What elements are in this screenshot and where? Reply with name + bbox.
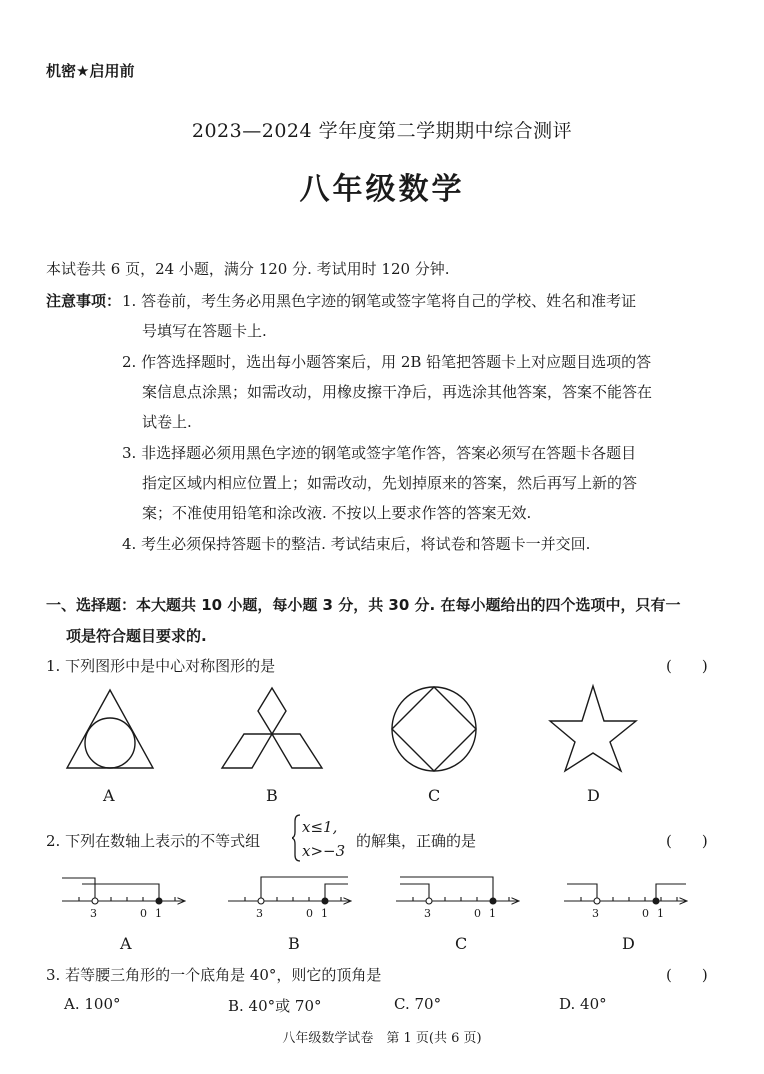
q2-d-tick-1: 1 xyxy=(657,907,664,920)
q2-b-tick-1: 1 xyxy=(321,907,328,920)
q1-figure-d xyxy=(550,686,636,771)
exam-title: 2023—2024 学年度第二学期期中综合测评 xyxy=(191,120,573,142)
section1-heading-cont: 项是符合题目要求的. xyxy=(66,627,207,645)
q2-b-tick-0: 0 xyxy=(306,907,313,920)
note-line-1: 1. 答卷前，考生务必用黑色字迹的钢笔或签字笔将自己的学校、姓名和准考证 xyxy=(122,292,637,310)
note-line-7: 指定区域内相应位置上；如需改动，先划掉原来的答案，然后再写上新的答 xyxy=(142,474,638,492)
page-footer: 八年级数学试卷 第 1 页(共 6 页) xyxy=(282,1031,482,1046)
note-line-5: 试卷上. xyxy=(142,413,192,431)
q2-c-tick-0: 0 xyxy=(474,907,481,920)
q1-option-d-label: D xyxy=(587,786,600,805)
q2-d-tick-3: 3 xyxy=(592,907,599,920)
q2-option-d-line xyxy=(564,884,687,904)
q1-option-c-label: C xyxy=(428,786,441,805)
q3-answer-bracket: ( ) xyxy=(666,966,708,984)
q1-option-a-label: A xyxy=(103,786,115,805)
note-line-8: 案；不准使用铅笔和涂改液. 不按以上要求作答的答案无效. xyxy=(142,504,532,522)
q2-b-tick-3: 3 xyxy=(256,907,263,920)
note-line-6: 3. 非选择题必须用黑色字迹的钢笔或签字笔作答，答案必须写在答题卡各题目 xyxy=(122,444,637,462)
q1-answer-bracket: ( ) xyxy=(666,657,708,675)
q2-option-c-line xyxy=(396,877,519,904)
confidential-label: 机密★启用前 xyxy=(46,62,135,80)
notes-label: 注意事项： xyxy=(46,292,122,310)
section1-heading: 一、选择题：本大题共 10 小题，每小题 3 分，共 30 分. 在每小题给出的四个选项中，只有一 xyxy=(46,596,681,614)
note-line-3: 2. 作答选择题时，选出每小题答案后，用 2B 铅笔把答题卡上对应题目选项的答 xyxy=(122,353,652,371)
q1-figure-c xyxy=(392,687,476,771)
q1-figure-b xyxy=(222,688,322,768)
q2-stem-after: 的解集，正确的是 xyxy=(356,832,477,850)
q2-a-tick-1: 1 xyxy=(155,907,162,920)
q2-inequality-system xyxy=(292,812,360,864)
q2-stem-before: 2. 下列在数轴上表示的不等式组 xyxy=(46,832,261,850)
left-brace xyxy=(292,815,300,861)
q1-stem: 1. 下列图形中是中心对称图形的是 xyxy=(46,657,276,675)
q2-c-tick-3: 3 xyxy=(424,907,431,920)
note-line-9: 4. 考生必须保持答题卡的整洁. 考试结束后，将试卷和答题卡一并交回. xyxy=(122,535,591,553)
q2-option-b-label: B xyxy=(288,934,300,953)
q2-option-d-label: D xyxy=(622,934,635,953)
q2-option-a-label: A xyxy=(120,934,132,953)
q2-option-a-line xyxy=(62,878,185,904)
inequality-2: x>−3 xyxy=(302,842,346,860)
q2-answer-bracket: ( ) xyxy=(666,832,708,850)
q2-a-tick-0: 0 xyxy=(140,907,147,920)
q1-figures xyxy=(0,680,764,776)
subject-title: 八年级数学 xyxy=(299,172,465,207)
q1-option-b-label: B xyxy=(266,786,278,805)
q2-option-c-label: C xyxy=(455,934,468,953)
q3-option-b: B. 40°或 70° xyxy=(228,997,322,1015)
q3-option-d: D. 40° xyxy=(559,995,607,1013)
q3-option-c: C. 70° xyxy=(394,995,442,1013)
note-line-4: 案信息点涂黑；如需改动，用橡皮擦干净后，再选涂其他答案，答案不能答在 xyxy=(142,383,653,401)
intro-text: 本试卷共 6 页，24 小题，满分 120 分. 考试用时 120 分钟. xyxy=(46,260,450,278)
q2-d-tick-0: 0 xyxy=(642,907,649,920)
q2-c-tick-1: 1 xyxy=(489,907,496,920)
q1-figure-a xyxy=(67,690,153,768)
q3-option-a: A. 100° xyxy=(64,995,121,1013)
q2-a-tick-3: 3 xyxy=(90,907,97,920)
inequality-1: x≤1, xyxy=(302,818,338,836)
note-line-2: 号填写在答题卡上. xyxy=(142,322,267,340)
q2-option-b-line xyxy=(228,877,351,904)
q3-stem: 3. 若等腰三角形的一个底角是 40°，则它的顶角是 xyxy=(46,966,382,984)
q2-number-lines xyxy=(0,868,764,926)
